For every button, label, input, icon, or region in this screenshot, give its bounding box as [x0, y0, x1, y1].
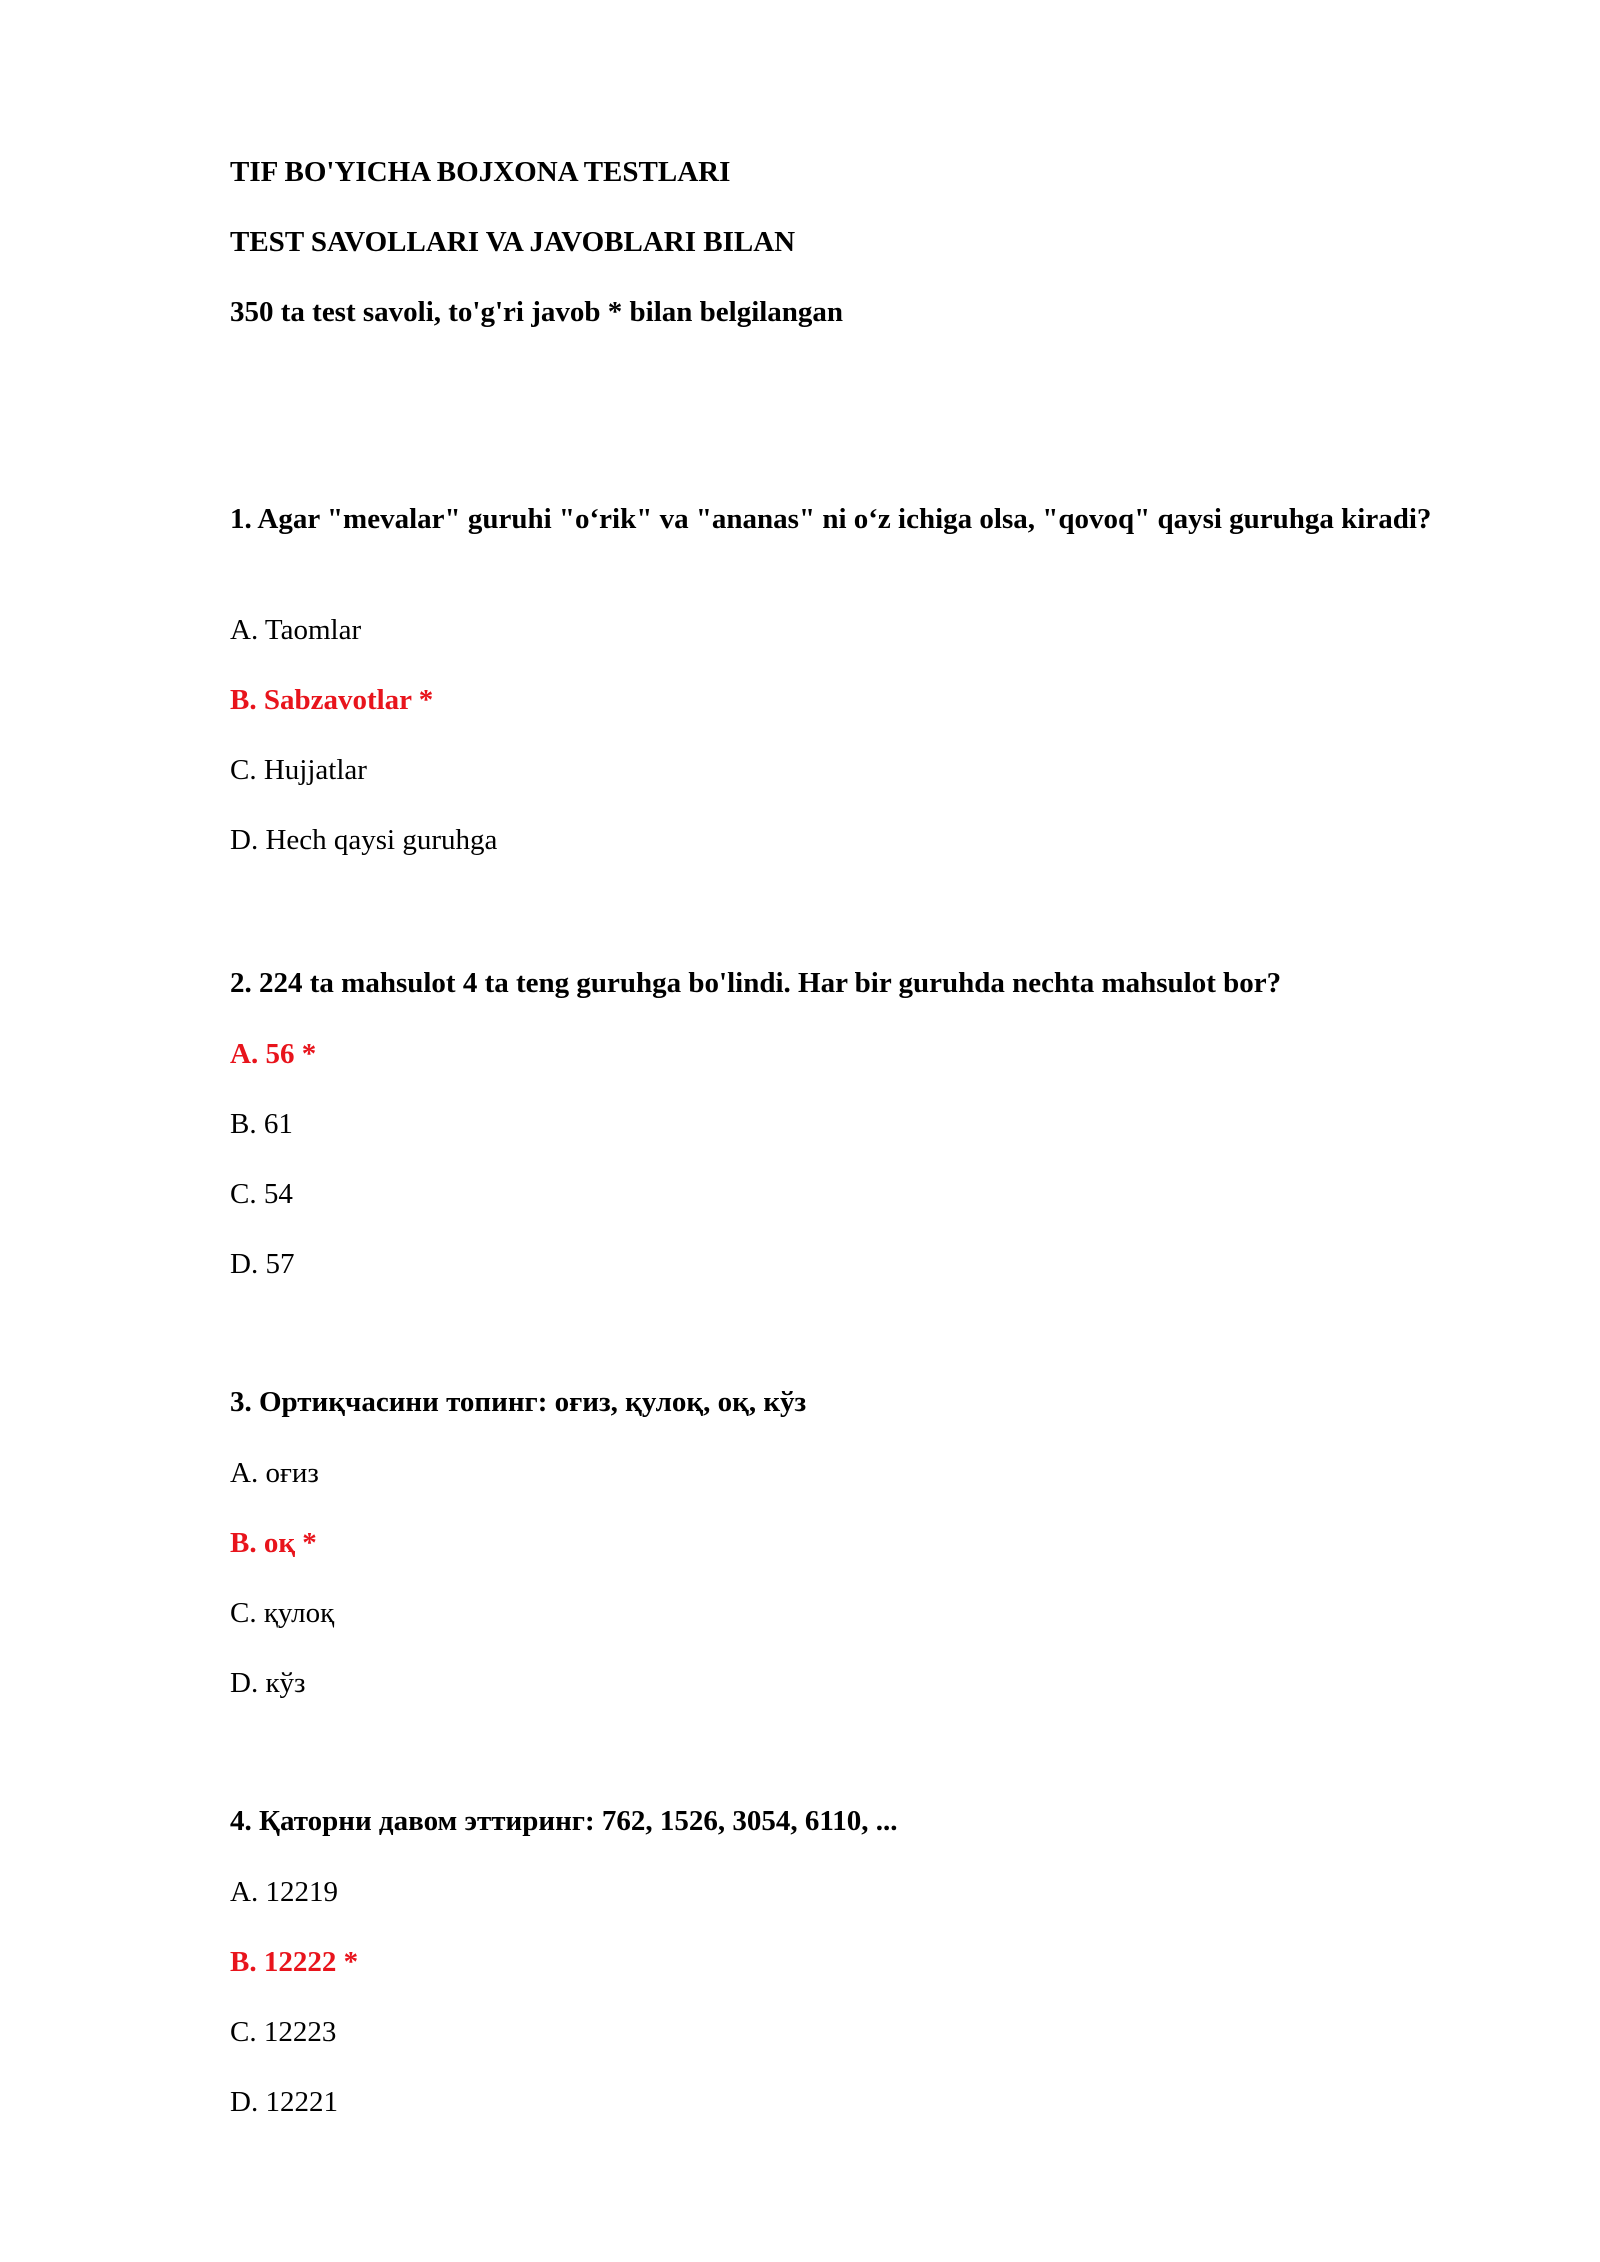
option-a: A. 12219	[230, 1876, 338, 1908]
question-block	[230, 962, 1480, 1280]
option-c: C. қулоқ	[230, 1597, 335, 1629]
question-text: 1. Agar "mevalar" guruhi "o‘rik" va "ananas" ni o‘z ichiga olsa, "qovoq" qaysi guruhga kiradi?	[230, 503, 1432, 535]
question-block	[230, 1381, 1480, 1699]
option-d: D. кўз	[230, 1667, 306, 1699]
option-c: C. 54	[230, 1178, 293, 1210]
option-a-correct: A. 56 *	[230, 1038, 317, 1070]
question-block	[230, 1800, 1480, 2118]
document-subtitle: TEST SAVOLLARI VA JAVOBLARI BILAN	[230, 226, 796, 258]
option-a: A. Taomlar	[230, 614, 362, 646]
document-title: TIF BO'YICHA BOJXONA TESTLARI	[230, 156, 731, 188]
question-text: 3. Ортиқчасини топинг: оғиз, қулоқ, оқ, кўз	[230, 1386, 807, 1418]
document-note: 350 ta test savoli, to'g'ri javob * bilan belgilangan	[230, 296, 844, 328]
option-b-correct: B. Sabzavotlar *	[230, 684, 434, 716]
question-block	[230, 498, 1480, 856]
option-d: D. 12221	[230, 2086, 338, 2118]
option-a: A. оғиз	[230, 1457, 319, 1489]
option-b-correct: B. 12222 *	[230, 1946, 359, 1978]
option-d: D. 57	[230, 1248, 295, 1280]
option-b: B. 61	[230, 1108, 293, 1140]
option-d: D. Hech qaysi guruhga	[230, 824, 498, 856]
option-c: C. Hujjatlar	[230, 754, 367, 786]
question-text: 4. Қаторни давом эттиринг: 762, 1526, 3054, 6110, ...	[230, 1805, 898, 1837]
question-text: 2. 224 ta mahsulot 4 ta teng guruhga bo'lindi. Har bir guruhda nechta mahsulot bor?	[230, 967, 1282, 999]
option-c: C. 12223	[230, 2016, 337, 2048]
option-b-correct: B. оқ *	[230, 1527, 317, 1559]
